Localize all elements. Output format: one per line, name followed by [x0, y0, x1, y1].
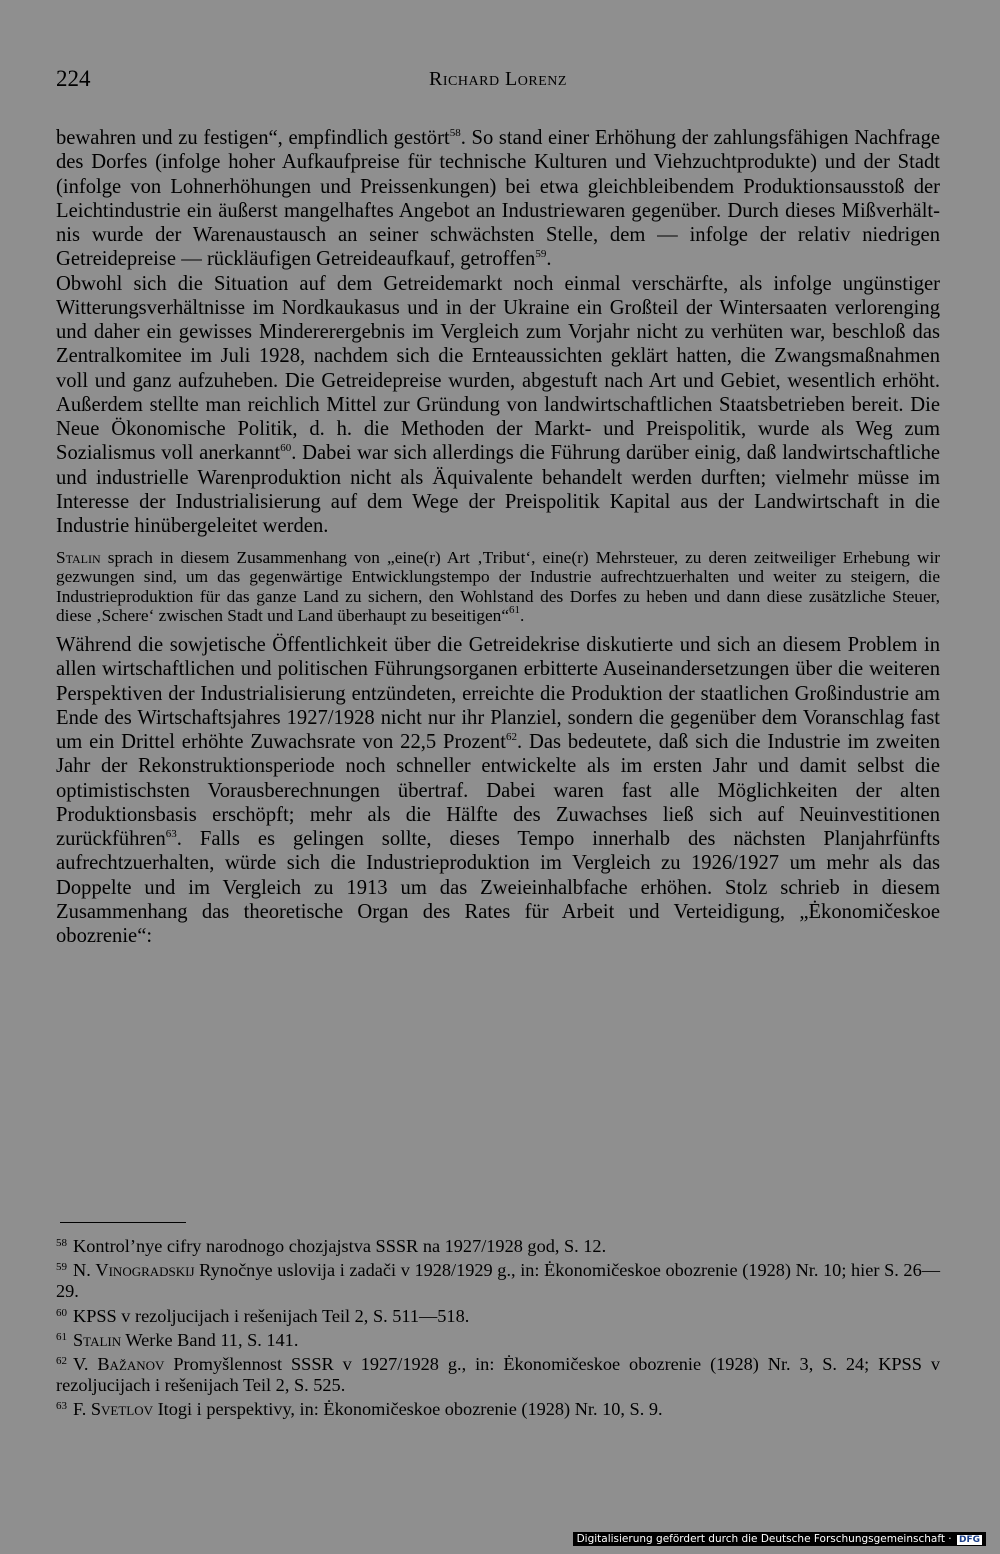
- text-run: KPSS v rezoljucijach i rešenijach Teil 2, S. 511—518.: [73, 1305, 470, 1326]
- text-run: Rynočnye uslovija i zadači v 1928/1929 g., in: Ėkonomičeskoe obozrenie (1928) Nr. 10; hier S. 26—29.: [56, 1260, 940, 1302]
- text-run: Itogi i perspektivy, in: Ėkonomičeskoe obozrenie (1928) Nr. 10, S. 9.: [153, 1399, 663, 1420]
- footer-text: Digitalisierung gefördert durch die Deutsche Forschungsgemeinschaft ·: [576, 1533, 952, 1545]
- text-run: . Dabei war sich allerdings die Führung darüber einig, daß landwirtschaftliche und industrielle Warenproduktion nicht als Äquivalente behandelt werden durften; vielmehr müsse im Interesse der Industrialisierung auf dem Wege der Preispolitik Kapital aus der Landwirtschaft in die Industrie hinübergeleitet werden.: [56, 442, 941, 537]
- text-run: . Falls es gelingen sollte, dieses Tempo innerhalb des nächsten Planjahrfünfts aufrechtzuerhalten, würde sich die Industrieproduktion im Vergleich zu 1926/1927 um mehr als das Doppelte und im Vergleich zu 1913 um das Zweieinhalbfache erhöhen. Stolz schrieb in diesem Zusammenhang das theoretische Organ des Rates für Arbeit und Verteidigung, „Ėkonomičeskoe obozrenie“:: [56, 828, 940, 948]
- footnote: [56, 1303, 940, 1327]
- paragraph: [56, 633, 940, 948]
- footnote-ref: 62: [505, 731, 517, 744]
- author-name: Svetlov: [90, 1399, 153, 1420]
- footnote-number: 58: [56, 1237, 67, 1249]
- footnote-number: 60: [56, 1306, 67, 1319]
- footnote: [56, 1327, 940, 1351]
- text-run: . So stand einer Erhöhung der zahlungsfähigen Nachfrage des Dorfes (infolge hoher Aufkaufpreise für technische Kulturen und Viehzuchtprodukte) und der Stadt (infolge von Lohnerhöhungen und Preissenkungen) bei etwa gleichbleibendem Produktionsausstoß der Leichtindustrie ein äußerst mangelhaftes Angebot an Industriewaren gegenüber. Durch dieses Mißverhältnis wurde der Warenaustausch an seiner schwächsten Stelle, dem — infolge der relativ niedrigen Getreidepreise — rückläufigen Getreideaufkauf, getroffen: [56, 127, 941, 271]
- footnote-number: 62: [56, 1355, 67, 1368]
- footnote: [56, 1351, 940, 1396]
- footer-credit: [573, 1532, 986, 1546]
- footnote-rule: [60, 1222, 186, 1223]
- text-run: Werke Band 11, S. 141.: [121, 1329, 299, 1350]
- body-text: [56, 126, 940, 948]
- text-run: F.: [73, 1399, 91, 1420]
- text-run: sprach in diesem Zusammenhang von „eine(r) Art ‚Tribut‘, eine(r) Mehrsteuer, zu deren zeitweiliger Erhebung wir gezwungen sind, um das gegenwärtige Entwicklungstempo der Industrie aufrechtzuerhalten und weiter zu steigern, die Industrieproduktion für das ganze Land zu sichern, den Wohlstand des Dorfes zu heben und dann diese zusätzliche Steuer, diese ‚Schere‘ zwischen Stadt und Land überhaupt zu beseitigen“: [56, 548, 940, 625]
- block-quote: [56, 548, 940, 625]
- page-number: 224: [56, 66, 91, 91]
- footnotes: [56, 1233, 940, 1421]
- footnote: [56, 1257, 940, 1302]
- footnote-number: 59: [56, 1261, 67, 1274]
- text-run: Obwohl sich die Situation auf dem Getreidemarkt noch einmal verschärfte, als infolge ungünstiger Witterungsverhältnisse im Nordkaukasus und in der Ukraine ein Großteil der Wintersaaten verlorenging und daher ein gewisses Mindererergebnis im Vergleich zum Vorjahr nicht zu verhüten war, beschloß das Zentralkomitee im Juli 1928, nachdem sich die Ernteaussichten geklärt hatten, die Zwangsmaßnahmen voll und ganz aufzuheben. Die Getreidepreise wurden, abgestuft nach Art und Gebiet, wesentlich erhöht. Außerdem stellte man reichlich Mittel zur Gründung von landwirtschaftlichen Staatsbetrieben bereit. Die Neue Ökonomische Politik, d. h. die Methoden der Markt- und Preispolitik, wurde als Weg zum Sozialismus voll anerkannt: [56, 272, 940, 465]
- text-run: bewahren und zu festigen“, empfindlich gestört: [56, 127, 450, 149]
- text-run: V.: [73, 1354, 98, 1375]
- text-run: Promyšlennost SSSR v 1927/1928 g., in: Ėkonomičeskoe obozrenie (1928) Nr. 3, S. 24; KPSS v rezoljucijach i rešenijach Teil 2, S. 525.: [56, 1354, 940, 1396]
- footnote-ref: 60: [280, 442, 292, 455]
- footnote-ref: 63: [165, 828, 177, 841]
- author-name: Vinogradskij: [95, 1260, 195, 1281]
- footnote-number: 61: [56, 1330, 67, 1343]
- footnote: [56, 1233, 940, 1257]
- text-run: .: [546, 248, 552, 271]
- text-run: .: [520, 605, 525, 625]
- text-run: . Das bedeutete, daß sich die Industrie im zweiten Jahr der Rekonstruktionsperiode noch schneller entwickelte als im ersten Jahr und damit selbst die optimistischsten Vorausberechnungen übertraf. Dabei waren fast alle Möglichkeiten der alten Produktionsbasis erschöpft; mehr als die Hälfte des Zuwachses ließ sich auf Neuinvestitionen zurückführen: [56, 731, 940, 851]
- text-run: Kontrol’nye cifry narodnogo chozjajstva SSSR na 1927/1928 god, S. 12.: [73, 1236, 607, 1256]
- footnote-number: 63: [56, 1400, 67, 1413]
- footnote: [56, 1396, 940, 1420]
- author-name: Bažanov: [97, 1354, 165, 1375]
- dfg-logo: DFG: [958, 1535, 980, 1545]
- text-run: N.: [73, 1260, 96, 1281]
- footnote-ref: 61: [509, 603, 520, 616]
- text-run: Während die sowjetische Öffentlichkeit über die Getreidekrise diskutierte und sich an diesem Problem in allen wirtschaftlichen und politischen Führungsorganen erbitterte Auseinandersetzungen über die weiteren Perspektiven der Industrialisierung entzündeten, erreichte die Produktion der staatlichen Großindustrie am Ende des Wirtschaftsjahres 1927/1928 nicht nur ihr Planziel, sondern die gegenüber dem Voranschlag fast um ein Drittel erhöhte Zuwachsrate von 22,5 Prozent: [56, 634, 940, 754]
- footnote-ref: 58: [449, 127, 461, 139]
- footnote-ref: 59: [535, 248, 547, 261]
- paragraph: [56, 272, 940, 539]
- page-header: [56, 66, 940, 96]
- running-head: Richard Lorenz: [429, 68, 567, 90]
- author-name: Stalin: [73, 1329, 122, 1350]
- paragraph: [56, 126, 940, 272]
- author-name: Stalin: [56, 548, 101, 568]
